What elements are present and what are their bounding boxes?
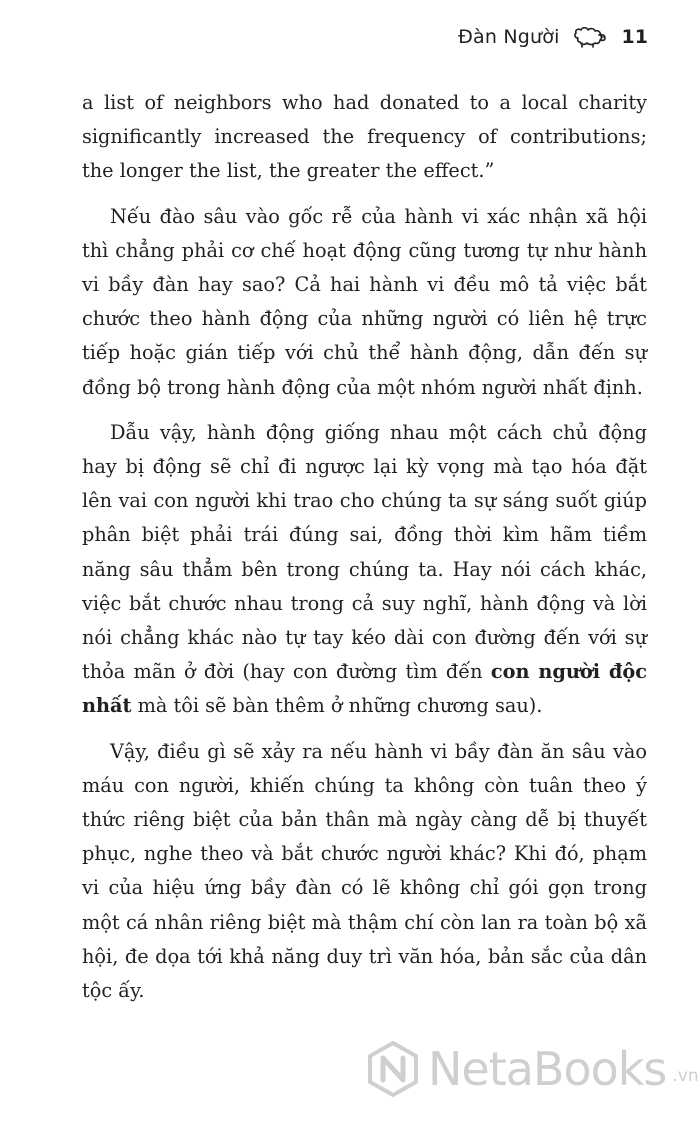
bold-phrase: con người độc nhất [82, 660, 647, 718]
paragraph-1: a list of neighbors who had donated to a local charity significantly increased the frequency of contributions; the longer the list, the greater the effect.” [82, 91, 647, 183]
paragraph-3-text-before: Dẫu vậy, hành động giống nhau một cách chủ động hay bị động sẽ chỉ đi ngược lại kỳ vọng mà tạo hóa đặt lên vai con người khi trao cho chúng ta sự sáng suốt giúp phân biệt phải trái đúng sai, đồng thời kìm hãm tiềm năng sâu thẳm bên trong chúng ta. Hay nói cách khác, việc bắt chước nhau trong cả suy nghĩ, hành động và lời nói chẳng khác nào tự tay kéo dài con đường đến với sự thỏa mãn ở đời (hay con đường tìm đến [82, 420, 647, 684]
netabooks-logo-icon [364, 1040, 422, 1098]
running-title: Đàn Người [458, 26, 560, 48]
sheep-icon [572, 26, 606, 48]
running-header [458, 26, 648, 48]
paragraph-2: Nếu đào sâu vào gốc rễ của hành vi xác nhận xã hội thì chẳng phải cơ chế hoạt động cũng tương tự như hành vi bầy đàn hay sao? Cả hai hành vi đều mô tả việc bắt chước theo hành động của những người có liên hệ trực tiếp hoặc gián tiếp với chủ thể hành động, dẫn đến sự đồng bộ trong hành động của một nhóm người nhất định. [82, 204, 647, 399]
paragraph-3 [82, 416, 647, 724]
paragraph-4: Vậy, điều gì sẽ xảy ra nếu hành vi bầy đàn ăn sâu vào máu con người, khiến chúng ta không còn tuân theo ý thức riêng biệt của bản thân mà ngày càng dễ bị thuyết phục, nghe theo và bắt chước người khác? Khi đó, phạm vi của hiệu ứng bầy đàn có lẽ không chỉ gói gọn trong một cá nhân riêng biệt mà thậm chí còn lan ra toàn bộ xã hội, đe dọa tới khả năng duy trì văn hóa, bản sắc của dân tộc ấy. [82, 739, 647, 1003]
paragraph-3-text-after: mà tôi sẽ bàn thêm ở những chương sau). [131, 694, 543, 718]
body-text [82, 86, 647, 1019]
watermark-text: NetaBooks [428, 1042, 667, 1096]
page-number: 11 [621, 26, 648, 48]
watermark-suffix: .vn [672, 1066, 699, 1086]
watermark [364, 1040, 699, 1098]
